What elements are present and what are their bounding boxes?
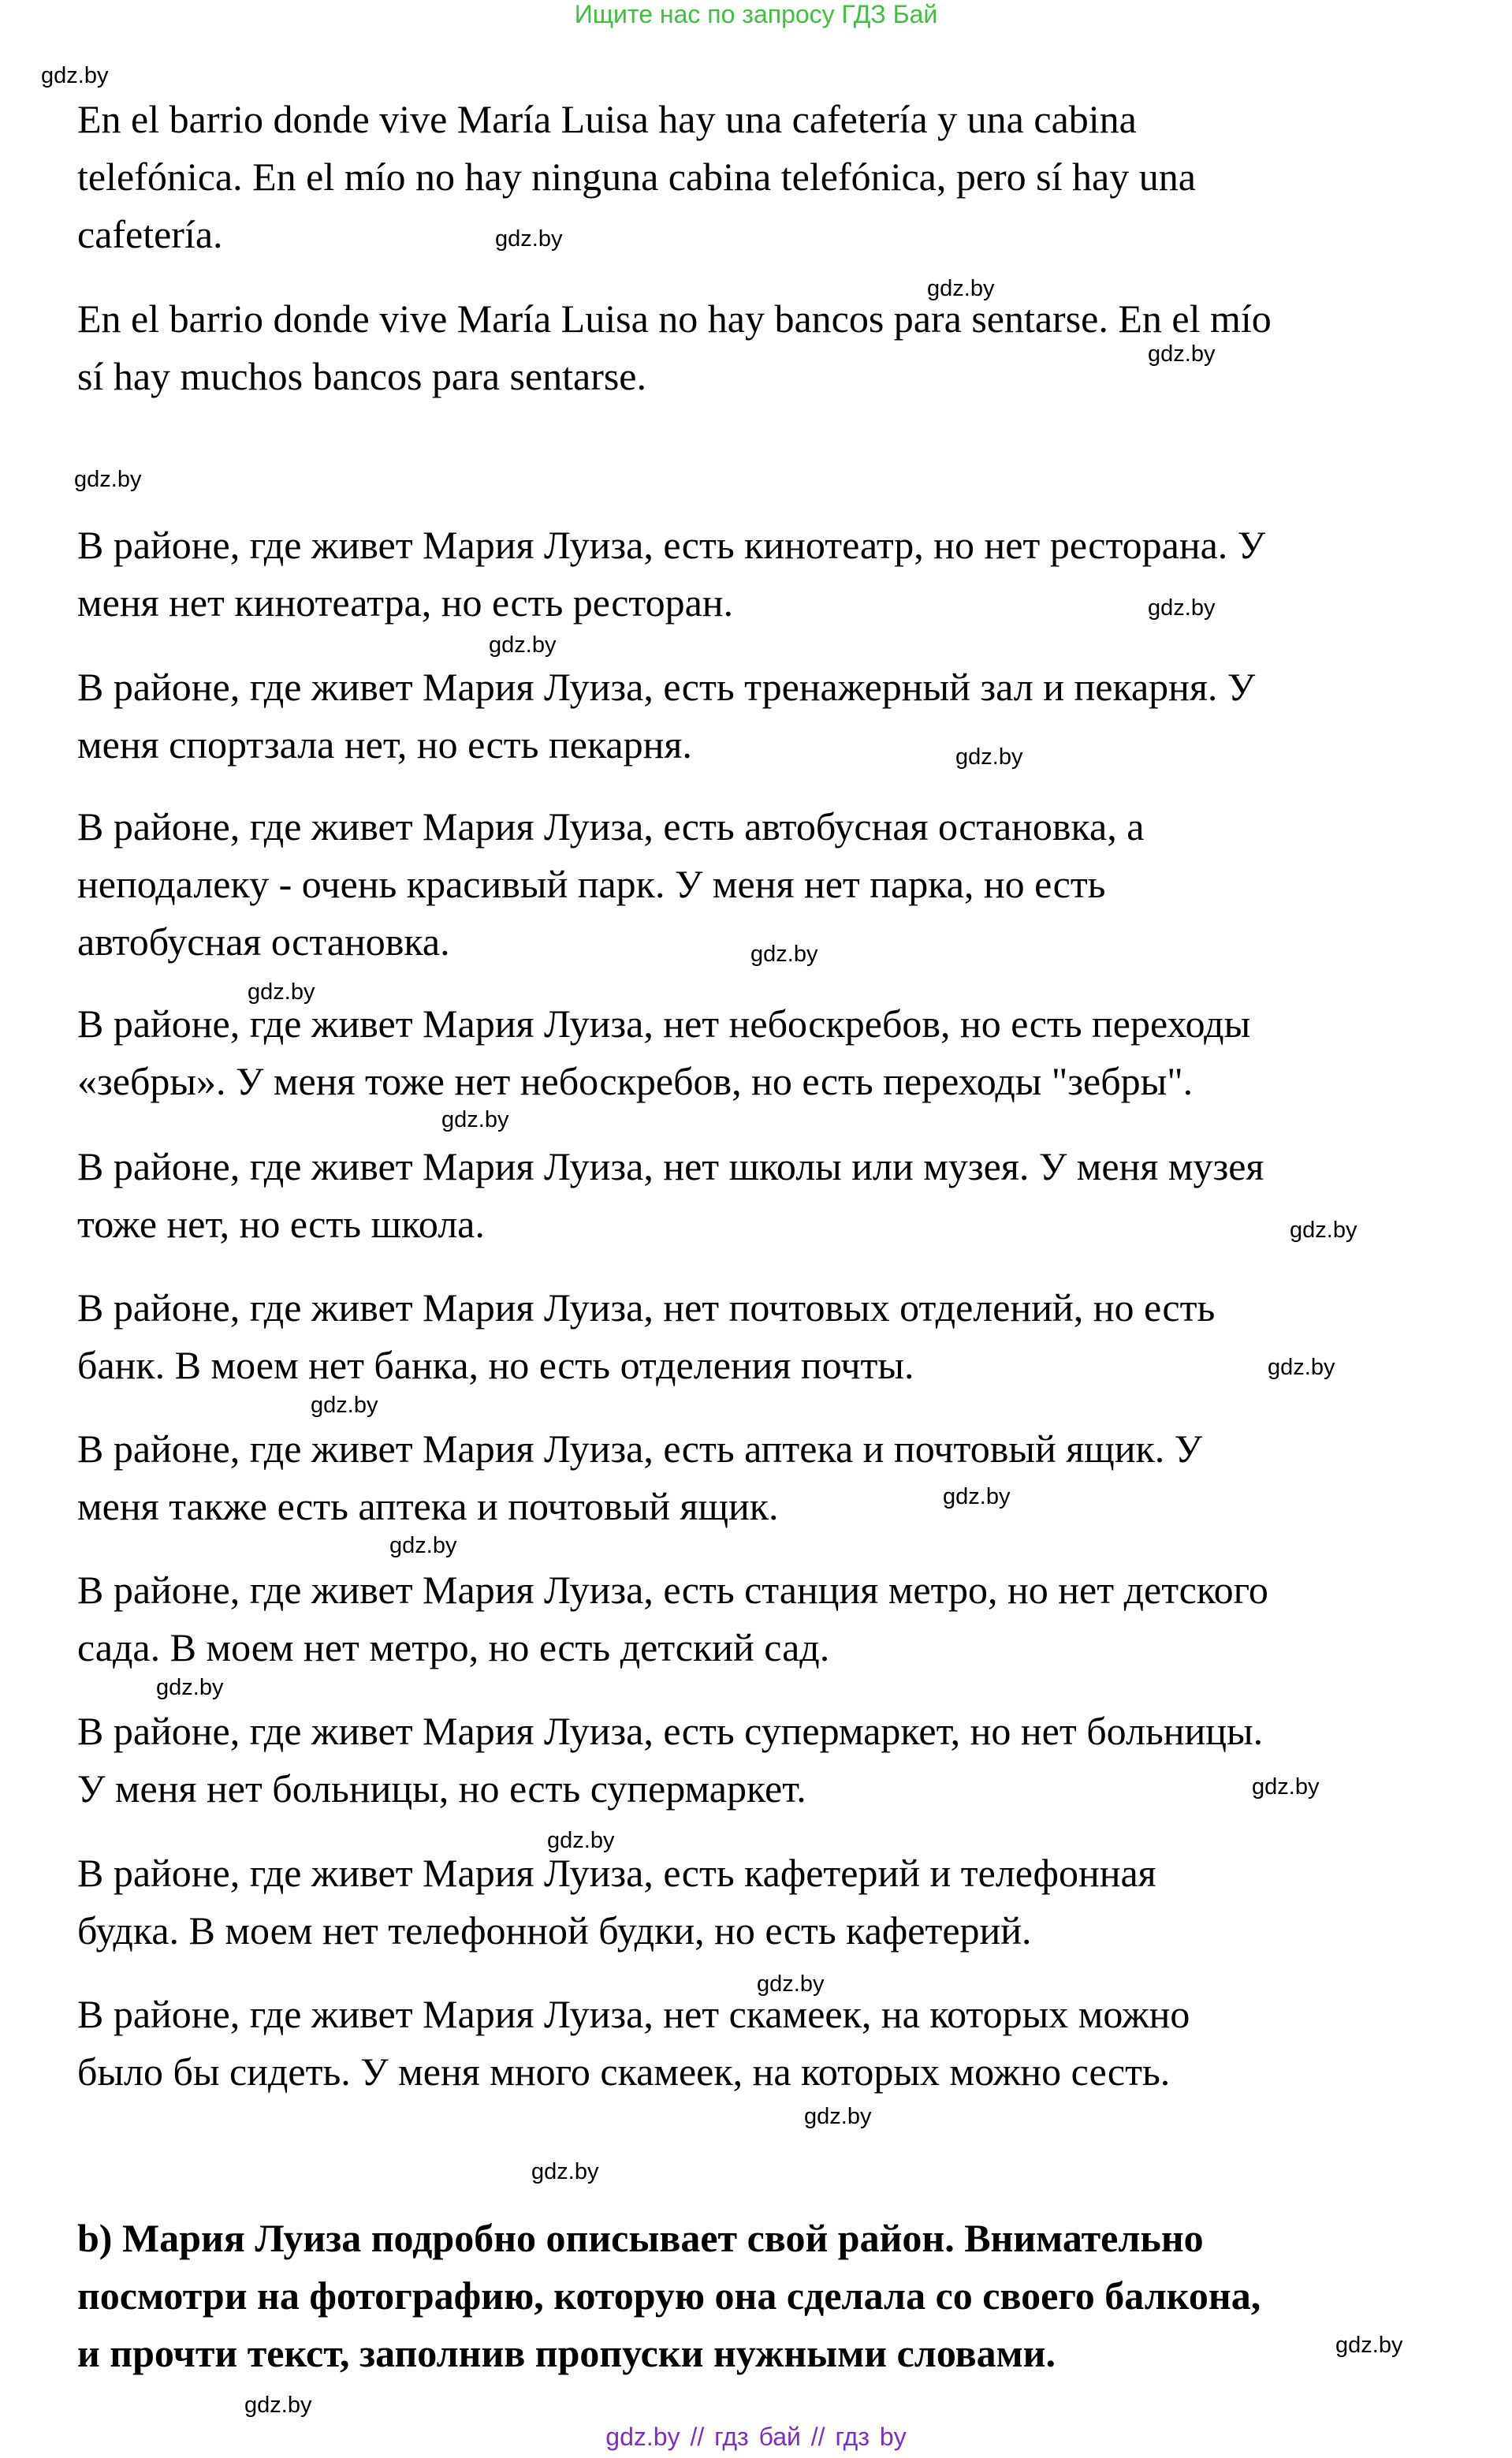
paragraph-2 — [77, 290, 1496, 405]
paragraph-line: тоже нет, но есть школа. — [77, 1202, 485, 1246]
task-line: и прочти текст, заполнив пропуски нужными словами. — [77, 2331, 1056, 2375]
paragraph-line: cafetería. — [77, 212, 223, 256]
paragraph-line: В районе, где живет Мария Луиза, нет школы или музея. У меня музея — [77, 1144, 1264, 1188]
paragraph-line: В районе, где живет Мария Луиза, нет почтовых отделений, но есть — [77, 1285, 1216, 1330]
watermark-label: gdz.by — [1335, 2333, 1403, 2358]
paragraph-line: автобусная остановка. — [77, 919, 450, 964]
paragraph-line: В районе, где живет Мария Луиза, нет скамеек, на которых можно — [77, 1992, 1190, 2036]
paragraph-12 — [77, 1844, 1496, 1960]
watermark-label: gdz.by — [757, 1971, 825, 1997]
watermark-label: gdz.by — [804, 2104, 872, 2129]
paragraph-line: В районе, где живет Мария Луиза, есть аптека и почтовый ящик. У — [77, 1427, 1203, 1471]
paragraph-7 — [77, 1138, 1496, 1253]
paragraph-line: меня нет кинотеатра, но есть ресторан. — [77, 580, 734, 625]
paragraph-line: У меня нет больницы, но есть супермаркет. — [77, 1766, 806, 1811]
footer-links[interactable]: gdz.by // гдз бай // гдз by — [605, 2423, 907, 2451]
watermark-label: gdz.by — [489, 632, 557, 658]
watermark-label: gdz.by — [41, 63, 109, 88]
watermark-label: gdz.by — [1148, 595, 1216, 621]
task-b-heading — [77, 2210, 1496, 2382]
paragraph-line: sí hay muchos bancos para sentarse. — [77, 354, 646, 398]
paragraph-line: меня также есть аптека и почтовый ящик. — [77, 1484, 779, 1528]
paragraph-4 — [77, 658, 1496, 774]
paragraph-line: неподалеку - очень красивый парк. У меня нет парка, но есть — [77, 862, 1106, 906]
watermark-label: gdz.by — [547, 1828, 615, 1853]
paragraph-line: сада. В моем нет метро, но есть детский сад. — [77, 1625, 830, 1669]
watermark-label: gdz.by — [389, 1533, 457, 1558]
watermark-label: gdz.by — [244, 2393, 312, 2418]
watermark-label: gdz.by — [1268, 1355, 1335, 1380]
paragraph-line: В районе, где живет Мария Луиза, нет небоскребов, но есть переходы — [77, 1001, 1251, 1046]
watermark-label: gdz.by — [943, 1484, 1011, 1509]
watermark-label: gdz.by — [1148, 341, 1216, 367]
paragraph-line: В районе, где живет Мария Луиза, есть кафетерий и телефонная — [77, 1851, 1156, 1895]
watermark-label: gdz.by — [156, 1675, 224, 1700]
watermark-label: gdz.by — [441, 1107, 509, 1132]
paragraph-line: банк. В моем нет банка, но есть отделения почты. — [77, 1343, 914, 1387]
paragraph-6 — [77, 995, 1496, 1110]
paragraph-line: В районе, где живет Мария Луиза, есть кинотеатр, но нет ресторана. У — [77, 523, 1266, 567]
paragraph-line: В районе, где живет Мария Луиза, есть автобусная остановка, а — [77, 804, 1145, 849]
top-banner[interactable]: Ищите нас по запросу ГДЗ Бай — [574, 0, 938, 28]
paragraph-line: En el barrio donde vive María Luisa no hay bancos para sentarse. En el mío — [77, 297, 1272, 341]
paragraph-line: меня спортзала нет, но есть пекарня. — [77, 722, 692, 766]
paragraph-line: В районе, где живет Мария Луиза, есть тренажерный зал и пекарня. У — [77, 665, 1256, 709]
task-line: посмотри на фотографию, которую она сделала со своего балкона, — [77, 2273, 1261, 2318]
task-line: b) Мария Луиза подробно описывает свой район. Внимательно — [77, 2216, 1204, 2260]
watermark-label: gdz.by — [311, 1393, 378, 1418]
paragraph-10 — [77, 1561, 1496, 1677]
paragraph-line: «зебры». У меня тоже нет небоскребов, но есть переходы "зебры". — [77, 1059, 1194, 1103]
watermark-label: gdz.by — [248, 979, 315, 1005]
paragraph-1 — [77, 91, 1496, 263]
paragraph-line: будка. В моем нет телефонной будки, но есть кафетерий. — [77, 1908, 1032, 1953]
watermark-label: gdz.by — [750, 942, 818, 967]
watermark-label: gdz.by — [1290, 1218, 1357, 1243]
watermark-label: gdz.by — [74, 467, 142, 492]
paragraph-line: En el barrio donde vive María Luisa hay una cafetería y una cabina — [77, 97, 1137, 141]
watermark-label: gdz.by — [955, 744, 1023, 770]
paragraph-13 — [77, 1986, 1496, 2101]
paragraph-line: В районе, где живет Мария Луиза, есть станция метро, но нет детского — [77, 1568, 1268, 1612]
watermark-label: gdz.by — [531, 2159, 599, 2184]
paragraph-11 — [77, 1703, 1496, 1818]
watermark-label: gdz.by — [1252, 1774, 1320, 1800]
watermark-label: gdz.by — [495, 226, 563, 252]
paragraph-line: В районе, где живет Мария Луиза, есть супермаркет, но нет больницы. — [77, 1709, 1264, 1753]
watermark-label: gdz.by — [927, 276, 995, 301]
paragraph-3 — [77, 517, 1496, 632]
paragraph-line: telefónica. En el mío no hay ninguna cabina telefónica, pero sí hay una — [77, 155, 1196, 199]
paragraph-9 — [77, 1420, 1496, 1535]
paragraph-line: было бы сидеть. У меня много скамеек, на которых можно сесть. — [77, 2050, 1171, 2094]
